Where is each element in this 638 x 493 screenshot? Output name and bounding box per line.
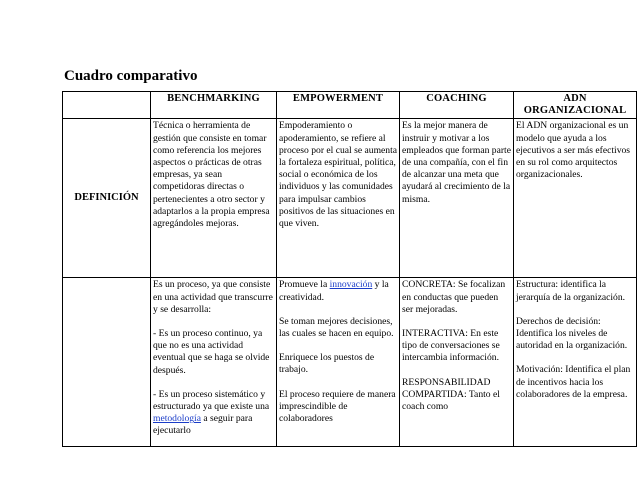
cell-paragraph	[402, 279, 511, 316]
text-run: Enriquece los puestos de trabajo.	[279, 352, 377, 376]
paragraph-gap	[153, 377, 274, 389]
cell-paragraph	[402, 377, 511, 414]
header-empowerment: EMPOWERMENT	[277, 92, 400, 119]
paragraph-gap	[516, 304, 634, 316]
header-benchmarking: BENCHMARKING	[151, 92, 277, 119]
text-run: - Es un proceso sistemático y estructurado ya que existe una	[153, 388, 272, 413]
header-adn-organizacional: ADN ORGANIZACIONAL	[514, 92, 637, 119]
cell-empowerment-caracteristicas	[277, 278, 400, 447]
cell-text: El ADN organizacional es un modelo que ayuda a los ejecutivos a ser más efectivos en su rol como arquitectos organizacionales.	[516, 120, 633, 181]
text-run: a seguir para ejecutarlo	[153, 413, 255, 437]
cell-paragraph	[279, 279, 397, 303]
text-run: Estructura: identifica la jerarquía de la organización.	[516, 279, 626, 303]
row-label-definicion: DEFINICIÓN	[63, 119, 151, 278]
paragraph-gap	[279, 377, 397, 389]
paragraph-gap	[402, 365, 511, 377]
cell-paragraph	[153, 279, 274, 316]
text-run: Es un proceso, ya que consiste en una actividad que transcurre y se desarrolla:	[153, 279, 276, 315]
text-run: CONCRETA: Se focalizan en conductas que pueden ser mejoradas.	[402, 279, 508, 315]
text-run: Promueve la	[279, 279, 330, 291]
comparison-table	[62, 91, 637, 447]
text-run: Motivación: Identifica el plan de incentivos hacia los colaboradores de la empresa.	[516, 364, 633, 400]
text-run: Se toman mejores decisiones, las cuales se hacen en equipo.	[279, 315, 395, 340]
document-title: Cuadro comparativo	[64, 68, 198, 84]
cell-paragraph	[279, 389, 397, 426]
text-run: Derechos de decisión: Identifica los niveles de autoridad en la organización.	[516, 315, 628, 352]
cell-text: Técnica o herramienta de gestión que consiste en tomar como referencia los mejores aspectos o prácticas de otras empresas, ya sean competidoras directas o pertenecientes a otro sector y adaptarlos a la propia empresa agregándoles mejoras.	[153, 120, 273, 230]
cell-benchmarking-caracteristicas	[151, 278, 277, 447]
cell-adn-definicion	[514, 119, 637, 278]
cell-paragraph	[153, 328, 274, 377]
cell-adn-caracteristicas	[514, 278, 637, 447]
cell-coaching-caracteristicas	[400, 278, 514, 447]
text-run: y la creatividad.	[279, 279, 392, 303]
cell-paragraph	[279, 316, 397, 340]
cell-paragraph	[516, 279, 634, 303]
cell-paragraph	[153, 389, 274, 438]
hyperlink[interactable]: metodología	[153, 413, 201, 425]
text-run: El proceso requiere de manera imprescindible de colaboradores	[279, 388, 399, 425]
row-definicion	[63, 119, 637, 278]
text-run: INTERACTIVA: En este tipo de conversaciones se intercambia información.	[402, 328, 503, 364]
row-label-empty	[63, 278, 151, 447]
paragraph-gap	[516, 352, 634, 364]
cell-text: Es la mejor manera de instruir y motivar a los empleados que forman parte de una compañía, con el fin de alcanzar una meta que ayudará al crecimiento de la misma.	[402, 120, 514, 205]
header-row	[63, 92, 637, 119]
cell-benchmarking-definicion	[151, 119, 277, 278]
text-run: RESPONSABILIDAD COMPARTIDA: Tanto el coach como	[402, 376, 503, 413]
cell-empowerment-definicion	[277, 119, 400, 278]
cell-paragraph	[516, 364, 634, 401]
text-run: - Es un proceso continuo, ya que no es una actividad eventual que se haga se olvide después.	[153, 328, 272, 376]
paragraph-gap	[279, 340, 397, 352]
header-empty	[63, 92, 151, 119]
paragraph-gap	[153, 316, 274, 328]
row-caracteristicas	[63, 278, 637, 447]
cell-coaching-definicion	[400, 119, 514, 278]
header-coaching: COACHING	[400, 92, 514, 119]
cell-paragraph	[516, 316, 634, 353]
cell-paragraph	[402, 328, 511, 365]
paragraph-gap	[402, 316, 511, 328]
hyperlink[interactable]: innovación	[329, 279, 373, 291]
cell-text: Empoderamiento o apoderamiento, se refiere al proceso por el cual se aumenta la fortaleza espiritual, política, social o económica de los individuos y las comunidades para impulsar cambios positivos de las situaciones en que viven.	[279, 120, 400, 230]
cell-paragraph	[279, 352, 397, 376]
paragraph-gap	[279, 304, 397, 316]
